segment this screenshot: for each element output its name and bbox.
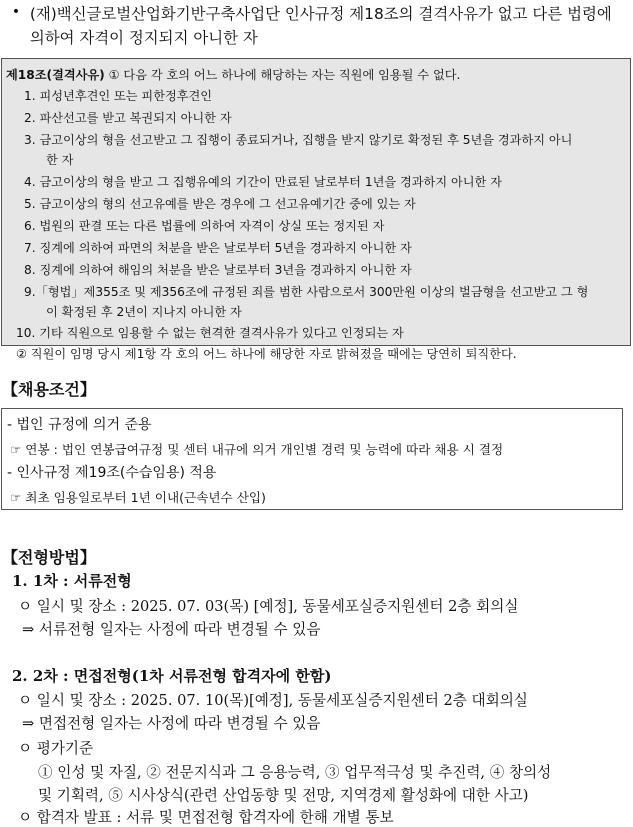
condition-line: ☞ 연봉 : 법인 연봉급여규정 및 센터 내규에 의거 개인별 경력 및 능력에 따라 채용 시 결정	[10, 442, 504, 457]
article-item: 10. 기타 직원으로 임용할 수 없는 현격한 결격사유가 있다고 인정되는 자	[16, 326, 404, 340]
condition-line: ☞ 최초 임용일로부터 1년 이내(근속년수 산입)	[10, 490, 266, 505]
article-item: 3. 금고이상의 형을 선고받고 그 집행이 종료되거나, 집행을 받지 않기로 확정된 후 5년을 경과하지 아니	[24, 133, 573, 147]
conditions-title: 【채용조건】	[2, 380, 96, 399]
step-2-criteria-line-1: ① 인성 및 자질, ② 전문지식과 그 응용능력, ③ 업무적극성 및 추진력, ④ 창의성	[38, 764, 552, 781]
step-2-heading: 2. 2차 : 면접전형(1차 서류전형 합격자에 한함)	[12, 667, 332, 685]
article-18-header	[6, 66, 460, 83]
step-1-schedule: ㅇ 일시 및 장소 : 2025. 07. 03(목) [예정], 동물세포실증지원센터 2층 회의실	[18, 598, 519, 615]
step-2-schedule: ㅇ 일시 및 장소 : 2025. 07. 10(목)[예정], 동물세포실증지원센터 2층 대회의실	[18, 692, 528, 709]
step-2-criteria-label: ㅇ 평가기준	[18, 740, 94, 757]
step-2-criteria-line-2: 및 기획력, ⑤ 시사상식(관련 산업동향 및 전망, 지역경제 활성화에 대한 사고)	[38, 787, 529, 804]
method-title: 【전형방법】	[2, 548, 96, 567]
step-2-announce: ㅇ 합격자 발표 : 서류 및 면접전형 합격자에 한해 개별 통보	[18, 809, 394, 826]
article-item-continued: 한 자	[46, 153, 74, 167]
bullet-icon: •	[11, 4, 21, 20]
article-18-para-2: ② 직원이 임명 당시 제1항 각 호의 어느 하나에 해당한 자로 밝혀졌을 때에는 당연히 퇴직한다.	[16, 347, 517, 361]
article-18-box	[1, 58, 631, 361]
step-1-note: ⇒ 서류전형 일자는 사정에 따라 변경될 수 있음	[22, 621, 321, 638]
article-item: 2. 파산선고를 받고 복권되지 아니한 자	[24, 111, 232, 125]
article-item-continued: 이 확정된 후 2년이 지나지 아니한 자	[46, 305, 242, 319]
condition-line: - 법인 규정에 의거 준용	[7, 417, 152, 433]
article-item: 7. 징계에 의하여 파면의 처분을 받은 날로부터 5년을 경과하지 아니한 자	[24, 241, 412, 255]
article-18-title: 제18조(결격사유)	[6, 68, 105, 82]
intro-line-2: 의하여 자격이 정지되지 아니한 자	[29, 29, 258, 47]
condition-line: - 인사규정 제19조(수습임용) 적용	[7, 465, 217, 481]
intro-section	[0, 2, 629, 46]
article-item: 1. 피성년후견인 또는 피한정후견인	[24, 89, 213, 103]
article-item: 5. 금고이상의 형의 선고유예를 받은 경우에 그 선고유예기간 중에 있는 자	[24, 197, 416, 211]
article-item: 6. 법원의 판결 또는 다른 법률에 의하여 자격이 상실 또는 정지된 자	[24, 219, 385, 233]
intro-line-1: (재)백신글로벌산업화기반구축사업단 인사규정 제18조의 결격사유가 없고 다른 법령에	[29, 5, 612, 23]
article-item: 9.「형법」제355조 및 제356조에 규정된 죄를 범한 사람으로서 300만원 이상의 벌금형을 선고받고 그 형	[24, 285, 589, 299]
article-item: 8. 징계에 의하여 해임의 처분을 받은 날로부터 3년을 경과하지 아니한 자	[24, 263, 412, 277]
article-item: 4. 금고이상의 형을 받고 그 집행유예의 기간이 만료된 날로부터 1년을 경과하지 아니한 자	[24, 175, 502, 189]
step-1-heading: 1. 1차 : 서류전형	[12, 572, 132, 590]
article-18-para-1: ① 다음 각 호의 어느 하나에 해당하는 자는 직원에 임용될 수 없다.	[108, 68, 461, 82]
conditions-box	[1, 408, 623, 510]
step-2-note: ⇒ 면접전형 일자는 사정에 따라 변경될 수 있음	[22, 715, 321, 732]
